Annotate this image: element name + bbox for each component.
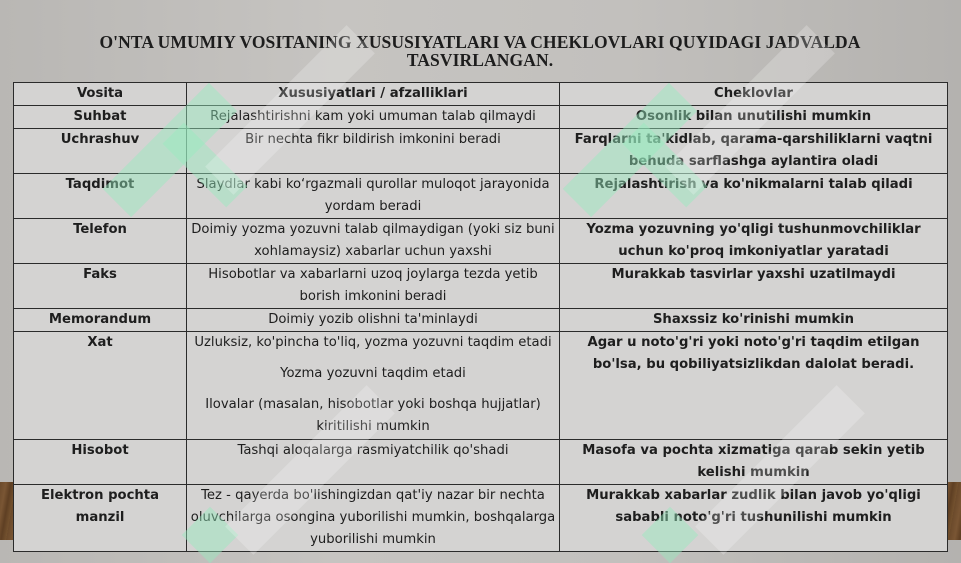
feature-text: Uzluksiz, ko'pincha to'liq, yozma yozuvni taqdim etadi bbox=[194, 335, 552, 350]
table-row bbox=[14, 174, 948, 219]
feature-text: Bir nechta fikr bildirish imkonini beradi bbox=[245, 132, 501, 147]
tool-cell: Uchrashuv bbox=[14, 129, 187, 174]
tool-cell: Xat bbox=[14, 332, 187, 440]
feature-text: Yozma yozuvni taqdim etadi bbox=[280, 366, 466, 381]
limits-cell: Murakkab xabarlar zudlik bilan javob yo'qligi sababli noto'g'ri tushunilishi mumkin bbox=[560, 485, 948, 552]
feature-text: Tez - qayerda bo'lishingizdan qat'iy nazar bir nechta oluvchilarga osongina yuborilishi mumkin, boshqalarga yuborilishi mumkin bbox=[190, 488, 556, 547]
table-row bbox=[14, 485, 948, 552]
limits-cell: Farqlarni ta'kidlab, qarama-qarshiliklarni vaqtni behuda sarflashga aylantira oladi bbox=[560, 129, 948, 174]
limits-cell: Agar u noto'g'ri yoki noto'g'ri taqdim etilgan bo'lsa, bu qobiliyatsizlikdan dalolat beradi. bbox=[560, 332, 948, 440]
table-row bbox=[14, 129, 948, 174]
feature-text: Tashqi aloqalarga rasmiyatchilik qo'shadi bbox=[237, 443, 509, 458]
feature-text: Doimiy yozib olishni ta'minlaydi bbox=[268, 312, 478, 327]
limits-cell: Rejalashtirish va ko'nikmalarni talab qiladi bbox=[560, 174, 948, 219]
features-cell bbox=[187, 309, 560, 332]
header-features: Xususiyatlari / afzalliklari bbox=[187, 83, 560, 106]
feature-text: Ilovalar (masalan, hisobotlar yoki boshqa hujjatlar) kiritilishi mumkin bbox=[205, 397, 541, 434]
table-row bbox=[14, 264, 948, 309]
limits-cell: Murakkab tasvirlar yaxshi uzatilmaydi bbox=[560, 264, 948, 309]
features-cell bbox=[187, 106, 560, 129]
table-row bbox=[14, 106, 948, 129]
features-cell bbox=[187, 219, 560, 264]
limits-cell: Osonlik bilan unutilishi mumkin bbox=[560, 106, 948, 129]
tool-cell: Elektron pochta manzil bbox=[14, 485, 187, 552]
tool-cell: Hisobot bbox=[14, 440, 187, 485]
feature-text: Rejalashtirishni kam yoki umuman talab qilmaydi bbox=[210, 109, 536, 124]
limits-cell: Shaxssiz ko'rinishi mumkin bbox=[560, 309, 948, 332]
features-cell bbox=[187, 440, 560, 485]
header-limits: Cheklovlar bbox=[560, 83, 948, 106]
feature-text: Slaydlar kabi ko‘rgazmali qurollar muloqot jarayonida yordam beradi bbox=[196, 177, 550, 214]
limits-cell: Yozma yozuvning yo'qligi tushunmovchiliklar uchun ko'proq imkoniyatlar yaratadi bbox=[560, 219, 948, 264]
feature-text: Hisobotlar va xabarlarni uzoq joylarga tezda yetib borish imkonini beradi bbox=[208, 267, 538, 304]
tool-cell: Telefon bbox=[14, 219, 187, 264]
tool-cell: Faks bbox=[14, 264, 187, 309]
table-header-row bbox=[14, 83, 948, 106]
feature-text: Doimiy yozma yozuvni talab qilmaydigan (yoki siz buni xohlamaysiz) xabarlar uchun yaxshi bbox=[191, 222, 555, 259]
table-row bbox=[14, 309, 948, 332]
table-row bbox=[14, 219, 948, 264]
slide-title: O'NTA UMUMIY VOSITANING XUSUSIYATLARI VA CHEKLOVLARI QUYIDAGI JADVALDA TASVIRLANGAN. bbox=[99, 32, 861, 70]
header-tool: Vosita bbox=[14, 83, 187, 106]
features-cell bbox=[187, 264, 560, 309]
tool-cell: Memorandum bbox=[14, 309, 187, 332]
tool-cell: Suhbat bbox=[14, 106, 187, 129]
table-row bbox=[14, 332, 948, 440]
features-cell bbox=[187, 485, 560, 552]
features-cell bbox=[187, 174, 560, 219]
features-cell bbox=[187, 332, 560, 440]
limits-cell: Masofa va pochta xizmatiga qarab sekin yetib kelishi mumkin bbox=[560, 440, 948, 485]
tool-cell: Taqdimot bbox=[14, 174, 187, 219]
table-row bbox=[14, 440, 948, 485]
tools-table bbox=[13, 82, 948, 552]
features-cell bbox=[187, 129, 560, 174]
